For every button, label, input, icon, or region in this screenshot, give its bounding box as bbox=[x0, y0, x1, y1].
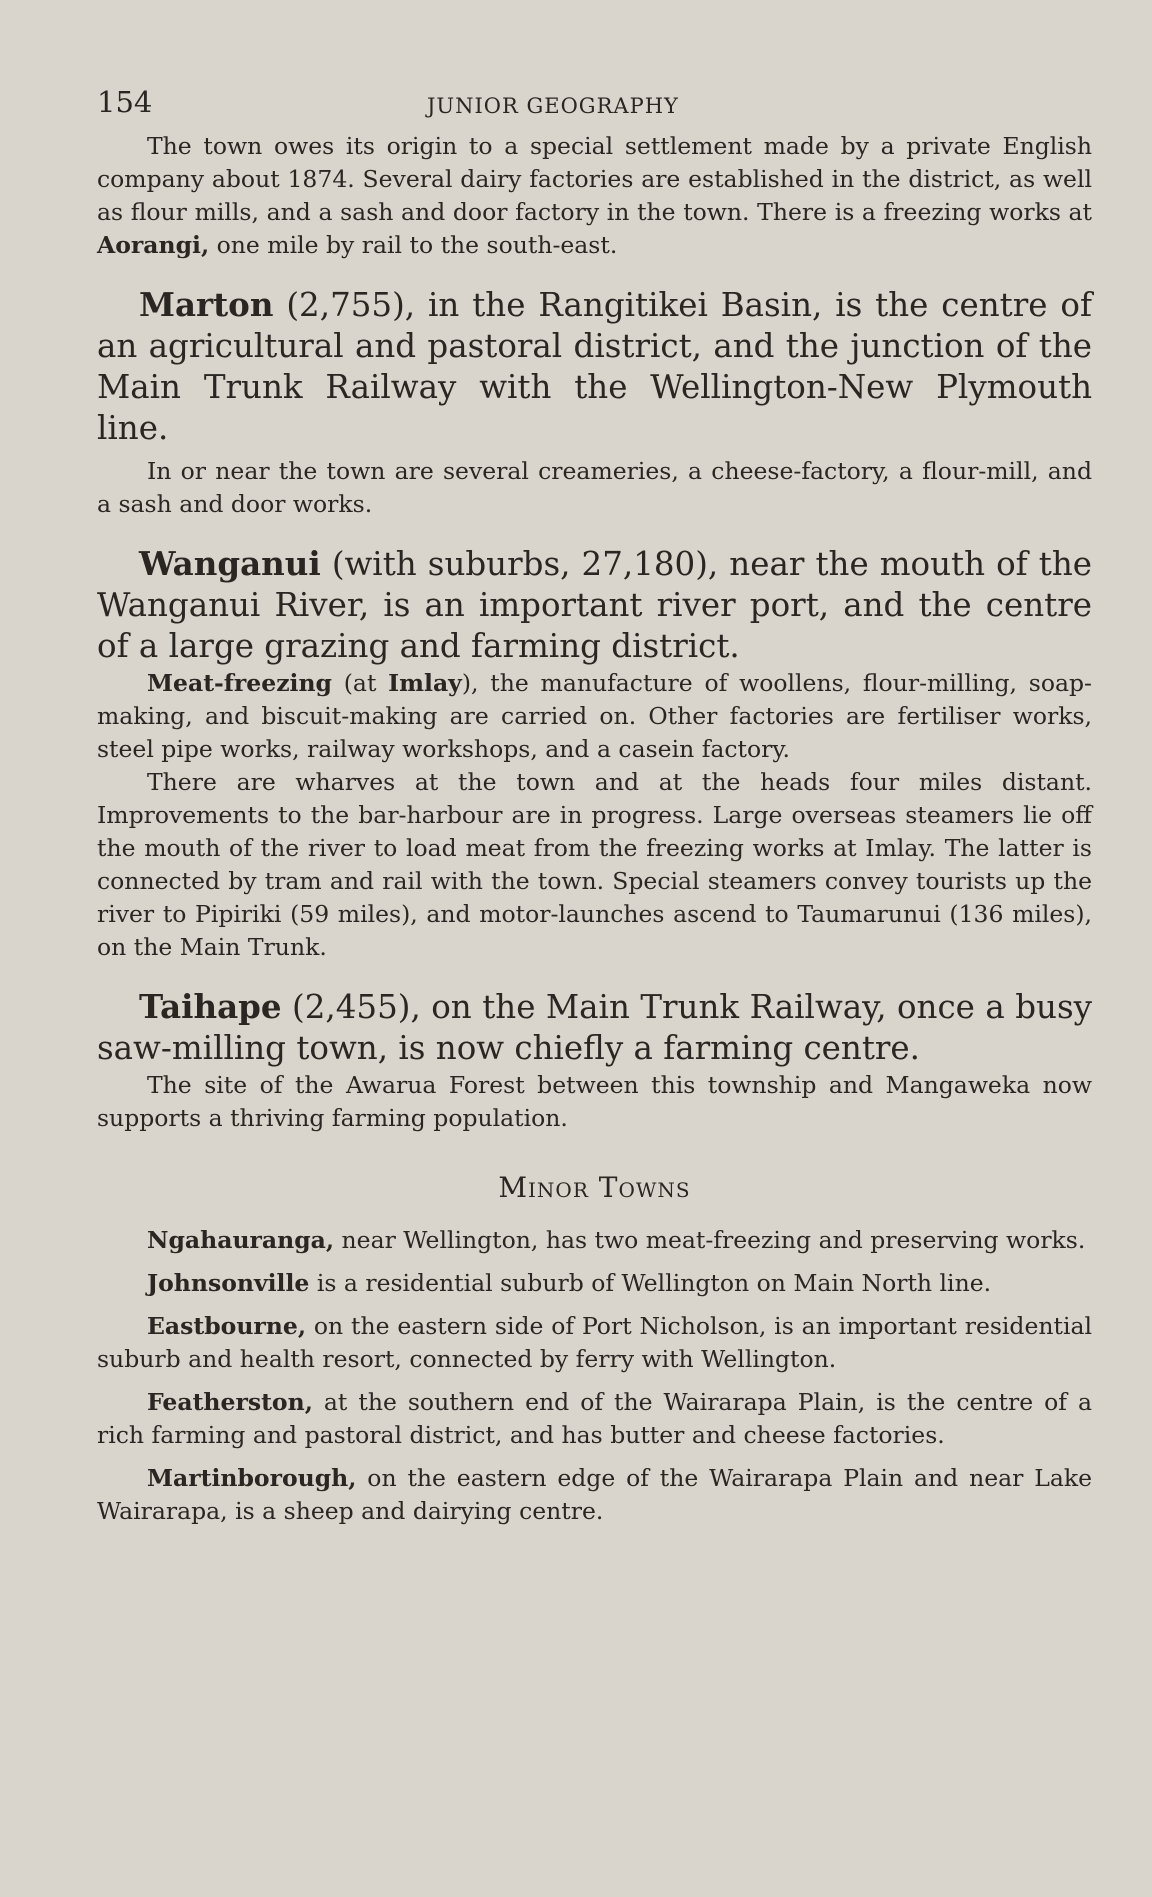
minor-town-text: is a residential suburb of Wellington on Main North line. bbox=[309, 1269, 992, 1297]
minor-town-item bbox=[97, 1462, 1092, 1528]
page-number: 154 bbox=[97, 85, 153, 119]
minor-town-text: on the eastern edge of the Wairarapa Plain and near Lake Wairarapa, is a sheep and dairying centre. bbox=[97, 1464, 1092, 1525]
taihape-lead-text: (2,455), on the Main Trunk Railway, once a busy saw-milling town, is now chiefly a farming centre. bbox=[97, 988, 1092, 1067]
wanganui-lead bbox=[97, 543, 1092, 667]
intro-place: Aorangi, bbox=[97, 231, 210, 259]
minor-town-item bbox=[97, 1224, 1092, 1257]
minor-town-text: on the eastern side of Port Nicholson, is an important residential suburb and health resort, connected by ferry with Wellington. bbox=[97, 1312, 1092, 1373]
minor-town-item bbox=[97, 1310, 1092, 1376]
wanganui-lead-text: (with suburbs, 27,180), near the mouth of the Wanganui River, is an important river port, and the centre of a large grazing and farming district. bbox=[97, 545, 1092, 665]
running-title: JUNIOR GEOGRAPHY bbox=[427, 94, 679, 118]
wanganui-industry-b: ), the manufacture of woollens, flour-milling, soap-making, and biscuit-making are carried on. Other factories are fertiliser works, steel pipe works, railway workshops, and a casein factory. bbox=[97, 669, 1092, 763]
intro-paragraph bbox=[97, 130, 1092, 262]
marton-name: Marton bbox=[139, 285, 274, 324]
wanganui-industry bbox=[97, 667, 1092, 766]
wanganui-harbour: There are wharves at the town and at the heads four miles distant. Improvements to the bar-harbour are in progress. Large overseas steamers lie off the mouth of the river to load meat from the freezing works at Imlay. The latter is connected by tram and rail with the town. Special steamers convey tourists up the river to Pipiriki (59 miles), and motor-launches ascend to Taumarunui (136 miles), on the Main Trunk. bbox=[97, 768, 1092, 961]
intro-text-a: The town owes its origin to a special settlement made by a private English company about 1874. Several dairy factories are established in the district, as well as flour mills, and a sash and door factory in the town. There is a freezing works at bbox=[97, 132, 1092, 226]
taihape-lead bbox=[97, 986, 1092, 1069]
wanganui-industry-place: Imlay bbox=[388, 669, 462, 697]
taihape-name: Taihape bbox=[139, 987, 282, 1026]
wanganui-name: Wanganui bbox=[139, 544, 321, 583]
wanganui-industry-label: Meat-freezing bbox=[147, 669, 332, 697]
minor-town-name: Ngahauranga, bbox=[147, 1226, 335, 1254]
minor-towns-heading: Minor Towns bbox=[498, 1171, 691, 1204]
minor-town-name: Featherston, bbox=[147, 1388, 313, 1416]
wanganui-industry-a: (at bbox=[331, 669, 389, 697]
minor-town-text: at the southern end of the Wairarapa Plain, is the centre of a rich farming and pastoral district, and has butter and cheese factories. bbox=[97, 1388, 1092, 1449]
intro-text-b: one mile by rail to the south-east. bbox=[209, 231, 618, 259]
marton-lead-text: (2,755), in the Rangitikei Basin, is the centre of an agricultural and pastoral district, and the junction of the Main Trunk Railway with the Wellington-New Plymouth line. bbox=[97, 286, 1092, 447]
minor-town-text: near Wellington, has two meat-freezing and preserving works. bbox=[334, 1226, 1086, 1254]
minor-town-name: Eastbourne, bbox=[147, 1312, 307, 1340]
taihape-detail: The site of the Awarua Forest between this township and Mangaweka now supports a thriving farming population. bbox=[97, 1071, 1092, 1132]
running-head bbox=[97, 0, 1092, 130]
minor-town-item bbox=[97, 1267, 1092, 1300]
minor-town-name: Johnsonville bbox=[147, 1269, 310, 1297]
marton-lead bbox=[97, 284, 1092, 449]
minor-town-name: Martinborough, bbox=[147, 1464, 357, 1492]
marton-detail: In or near the town are several creameries, a cheese-factory, a flour-mill, and a sash and door works. bbox=[97, 457, 1092, 518]
minor-town-item bbox=[97, 1386, 1092, 1452]
